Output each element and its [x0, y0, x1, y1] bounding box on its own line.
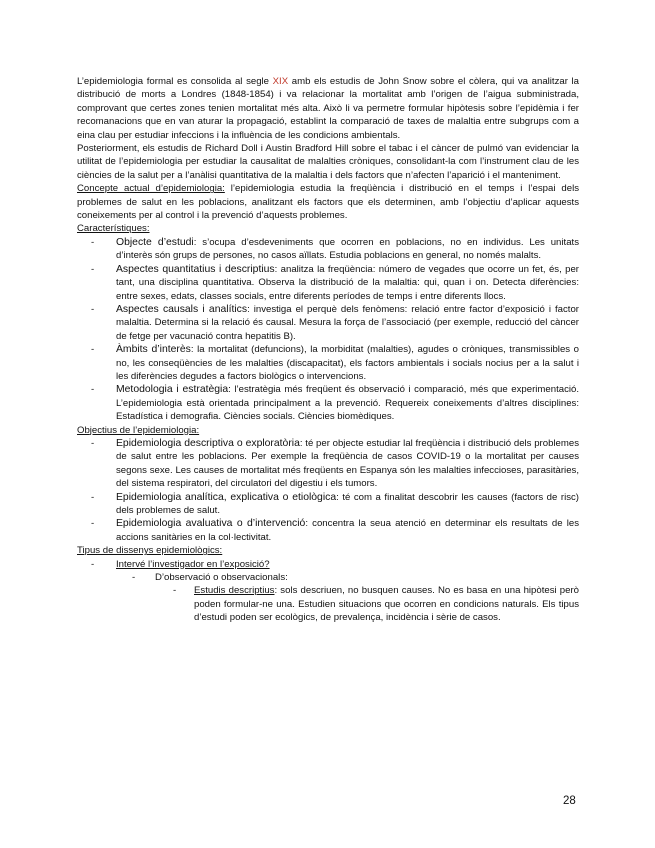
item-text: : s’ocupa d’esdeveniments que ocorren en poblacions, no en individus. Les unitats d’interès són grups de persones, no casos aïllats. Estudia poblacions en general, no només malalts. [116, 236, 579, 262]
item-title: Epidemiologia avaluativa o d’intervenció [116, 518, 306, 530]
bullet-dash: - [91, 518, 95, 530]
characteristic-item [77, 383, 579, 423]
item-title: Aspectes quantitatius i descriptius [116, 263, 275, 275]
bullet-dash: - [91, 491, 95, 503]
item-title: Epidemiologia analítica, explicativa o etiològica [116, 491, 337, 503]
bullet-dash: - [91, 236, 95, 248]
century-text: XIX [272, 76, 289, 87]
item-title: Objecte d’estudi [116, 236, 194, 248]
intro-text: L’epidemiologia formal es consolida al segle [77, 76, 273, 87]
bullet-dash: - [132, 572, 136, 584]
design-question: Intervé l’investigador en l’exposició? [116, 558, 270, 570]
designs-heading: Tipus de dissenys epidemiològics: [77, 545, 223, 557]
bullet-dash: - [91, 384, 95, 396]
bullet-dash: - [91, 437, 95, 449]
objectives-heading: Objectius de l’epidemiologia: [77, 424, 200, 436]
concept-label: Concepte actual d’epidemiologia: [77, 183, 225, 195]
item-text: : té com a finalitat descobrir les causes (factors de risc) dels problemes de salut. [116, 491, 579, 516]
item-text: : concentra la seua atenció en determinar els resultats de les accions sanitàries en la col·lectivitat. [116, 518, 579, 543]
objective-item [77, 491, 579, 518]
design-level-2 [77, 571, 579, 584]
design-level-3 [77, 584, 579, 624]
bullet-dash: - [91, 303, 95, 315]
design-subtype-title: Estudis descriptius [194, 585, 275, 597]
characteristic-item [77, 343, 579, 383]
page-number: 28 [563, 795, 576, 807]
concept-paragraph [77, 182, 579, 222]
item-title: Epidemiologia descriptiva o exploratòria [116, 437, 300, 449]
design-type: D’observació o observacionals: [155, 572, 288, 584]
item-text: : l’estratègia més freqüent és observació i comparació, més que experimentació. L’epidemiologia està orientada principalment a la prevenció. Requereix coneixements d’altres disciplines: Estadística i demografia. Ciències socials. Ciències biomèdiques. [116, 384, 580, 423]
objective-item [77, 437, 579, 491]
design-level-1 [77, 558, 579, 571]
intro-paragraph-1 [77, 75, 579, 142]
characteristic-item [77, 236, 579, 263]
characteristic-item [77, 263, 579, 303]
bullet-dash: - [173, 585, 177, 597]
characteristic-item [77, 303, 579, 343]
item-text: : té per objecte estudiar lal freqüència i distribució dels problemes de salut entre les poblacions. Per exemple la freqüència de casos COVID-19 o la mortalitat per causes segons sexe. Les causes de mortalitat més freqüents en Espanya són les malalties infeccioses, parasitàries, del sistema respiratori, del circulatori del digestiu i els tumors. [116, 437, 579, 490]
design-subtype-text: : sols descriuen, no busquen causes. No es basa en una hipòtesi però poden formular-ne una. Estudien situacions que ocorren en condicions naturals. Els tipus d’estudi poden ser ecològics, de prevalença, incidència i sèrie de casos. [194, 585, 580, 624]
item-title: Aspectes causals i analítics [116, 303, 248, 315]
bullet-dash: - [91, 263, 95, 275]
bullet-dash: - [91, 344, 95, 356]
item-text: : investiga el perquè dels fenòmens: relació entre factor d’exposició i factor malaltia. Determina si la relació és causal. Mesura la força de l’associació (per exemple, reducció del càncer de fetge per vacunació contra hepatitis B). [116, 303, 580, 342]
bullet-dash: - [91, 558, 95, 570]
item-title: Metodologia i estratègia [116, 384, 229, 396]
characteristics-heading: Característiques: [77, 223, 150, 235]
intro-paragraph-2: Posteriorment, els estudis de Richard Doll i Austin Bradford Hill sobre el tabac i el càncer de pulmó van evidenciar la utilitat de l’epidemiologia per estudiar la causalitat de malalties cròniques, consolidant-la com l’instrument clau de les ciències de la salut per a l’anàlisi quantitativa de la malaltia i dels factors que n’afecten l’aparició i el manteniment. [77, 143, 579, 181]
objective-item [77, 517, 579, 544]
item-text: : analitza la freqüència: número de vegades que ocorre un fet, és, per tant, una disciplina quantitativa. Observa la distribució de la malaltia: qui, quan i on. Detecta diferències: entre sexes, edats, classes socials, entre diferents períodes de temps i entre diferents llocs. [116, 263, 579, 302]
concept-text: l’epidemiologia estudia la freqüència i distribució en el temps i l’espai dels problemes de salut en les poblacions, analitzant els factors que els determinen, amb l’objectiu d’aplicar aquests coneixements per al control i la prevenció d’aquests problemes. [77, 183, 580, 222]
intro-text-cont: amb els estudis de John Snow sobre el còlera, qui va analitzar la distribució de morts a Londres (1848-1854) i va relacionar la mortalitat amb l’origen de l’aigua subministrada, comprovant que certes zones tenien mortalitat més alta. Això li va permetre formular hipòtesis sobre l’epidèmia i fer recomanacions que en van aturar la propagació, establint la comparació de taxes de malaltia entre subgrups com a eina clau per estudiar infeccions i la influència de les condicions ambientals. [77, 76, 580, 141]
item-text: : la mortalitat (defuncions), la morbiditat (malalties), agudes o cròniques, transmissibles o no, les conseqüències de les malalties (discapacitat), els factors ambientals i socials nocius per a la salut i les diferències degudes a factors biològics o intervencions. [116, 344, 579, 382]
item-title: Àmbits d’interès [116, 344, 191, 356]
document-body [77, 75, 579, 625]
